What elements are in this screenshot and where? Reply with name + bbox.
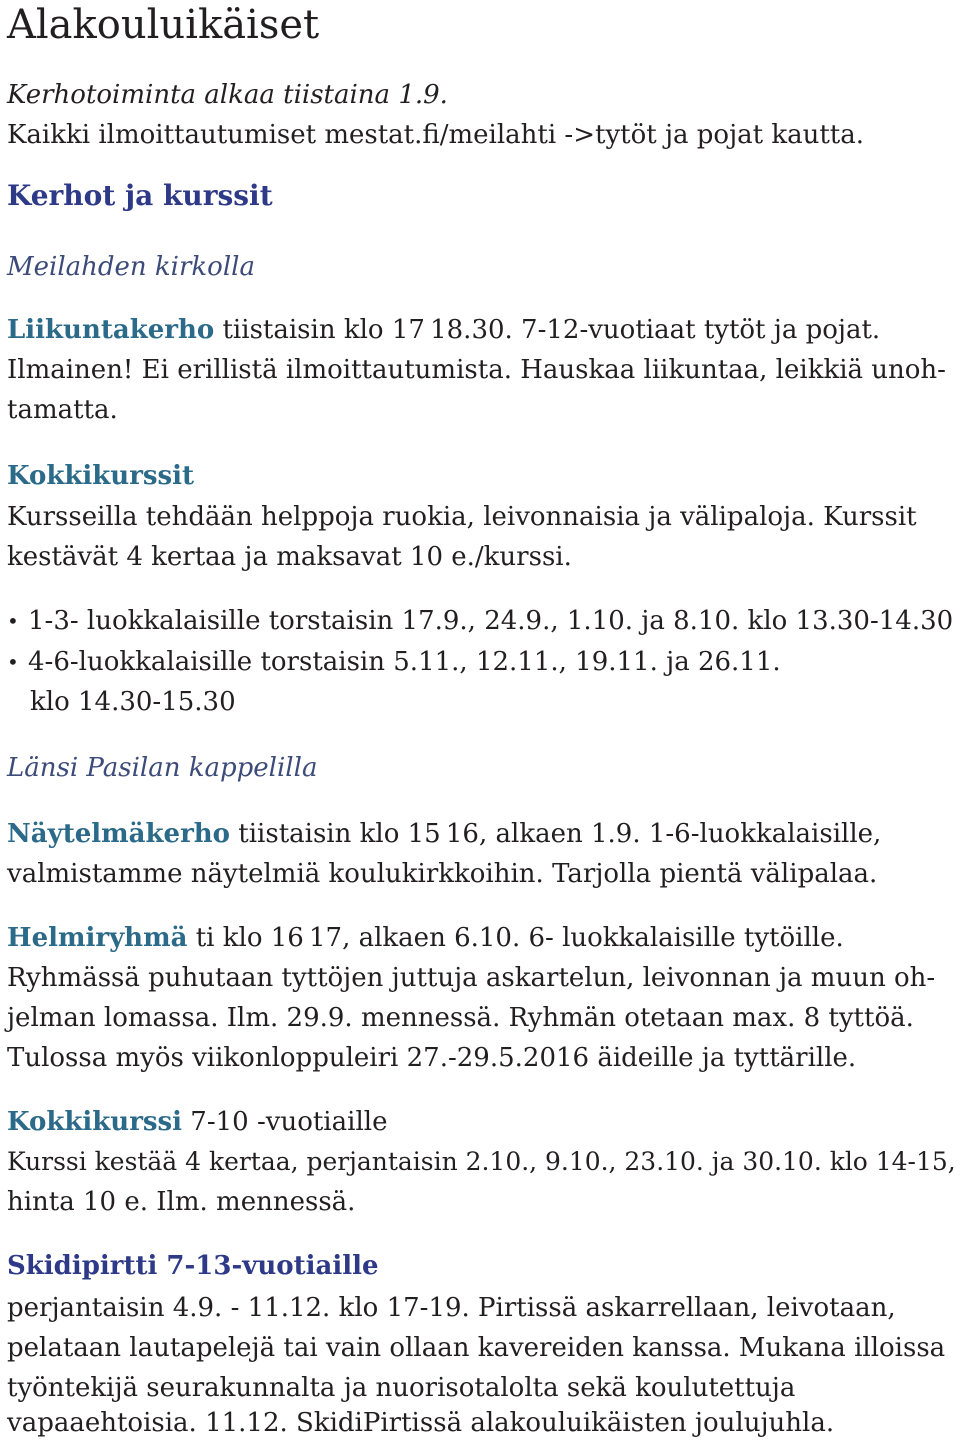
kokki1-line-2: kestävät 4 kertaa ja maksavat 10 e./kurssi. [7, 542, 572, 572]
liikunta-line-1 [7, 314, 880, 346]
liikunta-name: Liikuntakerho [7, 315, 215, 345]
kokki2-line-2: Kurssi kestää 4 kertaa, perjantaisin 2.10., 9.10., 23.10. ja 30.10. klo 14-15, [7, 1147, 956, 1176]
helmi-line-2: Ryhmässä puhutaan tyttöjen juttuja askartelun, leivonnan ja muun oh- [7, 963, 936, 993]
skidi-line-1: perjantaisin 4.9. - 11.12. klo 17-19. Pirtissä askarrellaan, leivotaan, [7, 1293, 896, 1323]
skidi-line-3: työntekijä seurakunnalta ja nuorisotalolta sekä koulutettuja [7, 1373, 796, 1403]
bullet-icon: • [7, 609, 19, 633]
kokki2-name: Kokkikurssi [7, 1107, 183, 1137]
helmi-name: Helmiryhmä [7, 923, 188, 953]
kokki2-line-3: hinta 10 e. Ilm. mennessä. [7, 1187, 356, 1217]
bullet-text: 1-3- luokkalaisille torstaisin 17.9., 24.9., 1.10. ja 8.10. klo 13.30-14.30 [28, 606, 954, 636]
kokki1-bullet-2 [7, 646, 781, 678]
kokki2-line-1 [7, 1106, 387, 1138]
naytelma-line-1 [7, 818, 881, 850]
intro-start-date: Kerhotoiminta alkaa tiistaina 1.9. [7, 80, 448, 110]
section-heading-text: Kerhot ja kurssit [7, 179, 273, 212]
helmi-line-1 [7, 922, 844, 954]
kokki1-line-1: Kursseilla tehdään helppoja ruokia, leivonnaisia ja välipaloja. Kurssit [7, 502, 917, 532]
location-meilahti: Meilahden kirkolla [7, 252, 255, 282]
skidi-line-4: vapaaehtoisia. 11.12. SkidiPirtissä alakouluikäisten joulujuhla. [7, 1408, 835, 1438]
bullet-icon: • [7, 650, 19, 674]
kokki2-age: 7-10 -vuotiaille [182, 1107, 388, 1137]
naytelma-name: Näytelmäkerho [7, 819, 231, 849]
helmi-line-3: jelman lomassa. Ilm. 29.9. mennessä. Ryhmän otetaan max. 8 tyttöä. [7, 1003, 914, 1033]
kokki1-bullet-2-cont: klo 14.30-15.30 [30, 687, 236, 717]
kokki1-heading: Kokkikurssit [7, 461, 195, 491]
bullet-text: 4-6-luokkalaisille torstaisin 5.11., 12.11., 19.11. ja 26.11. [28, 647, 781, 677]
liikunta-line-3: tamatta. [7, 395, 118, 425]
section-heading [7, 180, 273, 212]
naytelma-details: tiistaisin klo 15 16, alkaen 1.9. 1-6-luokkalaisille, [230, 819, 882, 849]
intro-registration: Kaikki ilmoittautumiset mestat.fi/meilahti ->tytöt ja pojat kautta. [7, 120, 865, 150]
skidi-heading: Skidipirtti 7-13-vuotiaille [7, 1251, 379, 1281]
liikunta-line-2: Ilmainen! Ei erillistä ilmoittautumista. Hauskaa liikuntaa, leikkiä unoh- [7, 355, 946, 385]
location-lansi-pasila: Länsi Pasilan kappelilla [7, 753, 318, 783]
page-title: Alakouluikäiset [7, 2, 320, 48]
kokki1-bullet-1 [7, 605, 953, 637]
naytelma-line-2: valmistamme näytelmiä koulukirkkoihin. Tarjolla pientä välipalaa. [7, 859, 878, 889]
helmi-line-4: Tulossa myös viikonloppuleiri 27.-29.5.2016 äideille ja tyttärille. [7, 1043, 857, 1073]
liikunta-details: tiistaisin klo 17 18.30. 7-12-vuotiaat tytöt ja pojat. [214, 315, 881, 345]
helmi-details: ti klo 16 17, alkaen 6.10. 6- luokkalaisille tytöille. [187, 923, 844, 953]
skidi-line-2: pelataan lautapelejä tai vain ollaan kavereiden kanssa. Mukana illoissa [7, 1333, 946, 1363]
